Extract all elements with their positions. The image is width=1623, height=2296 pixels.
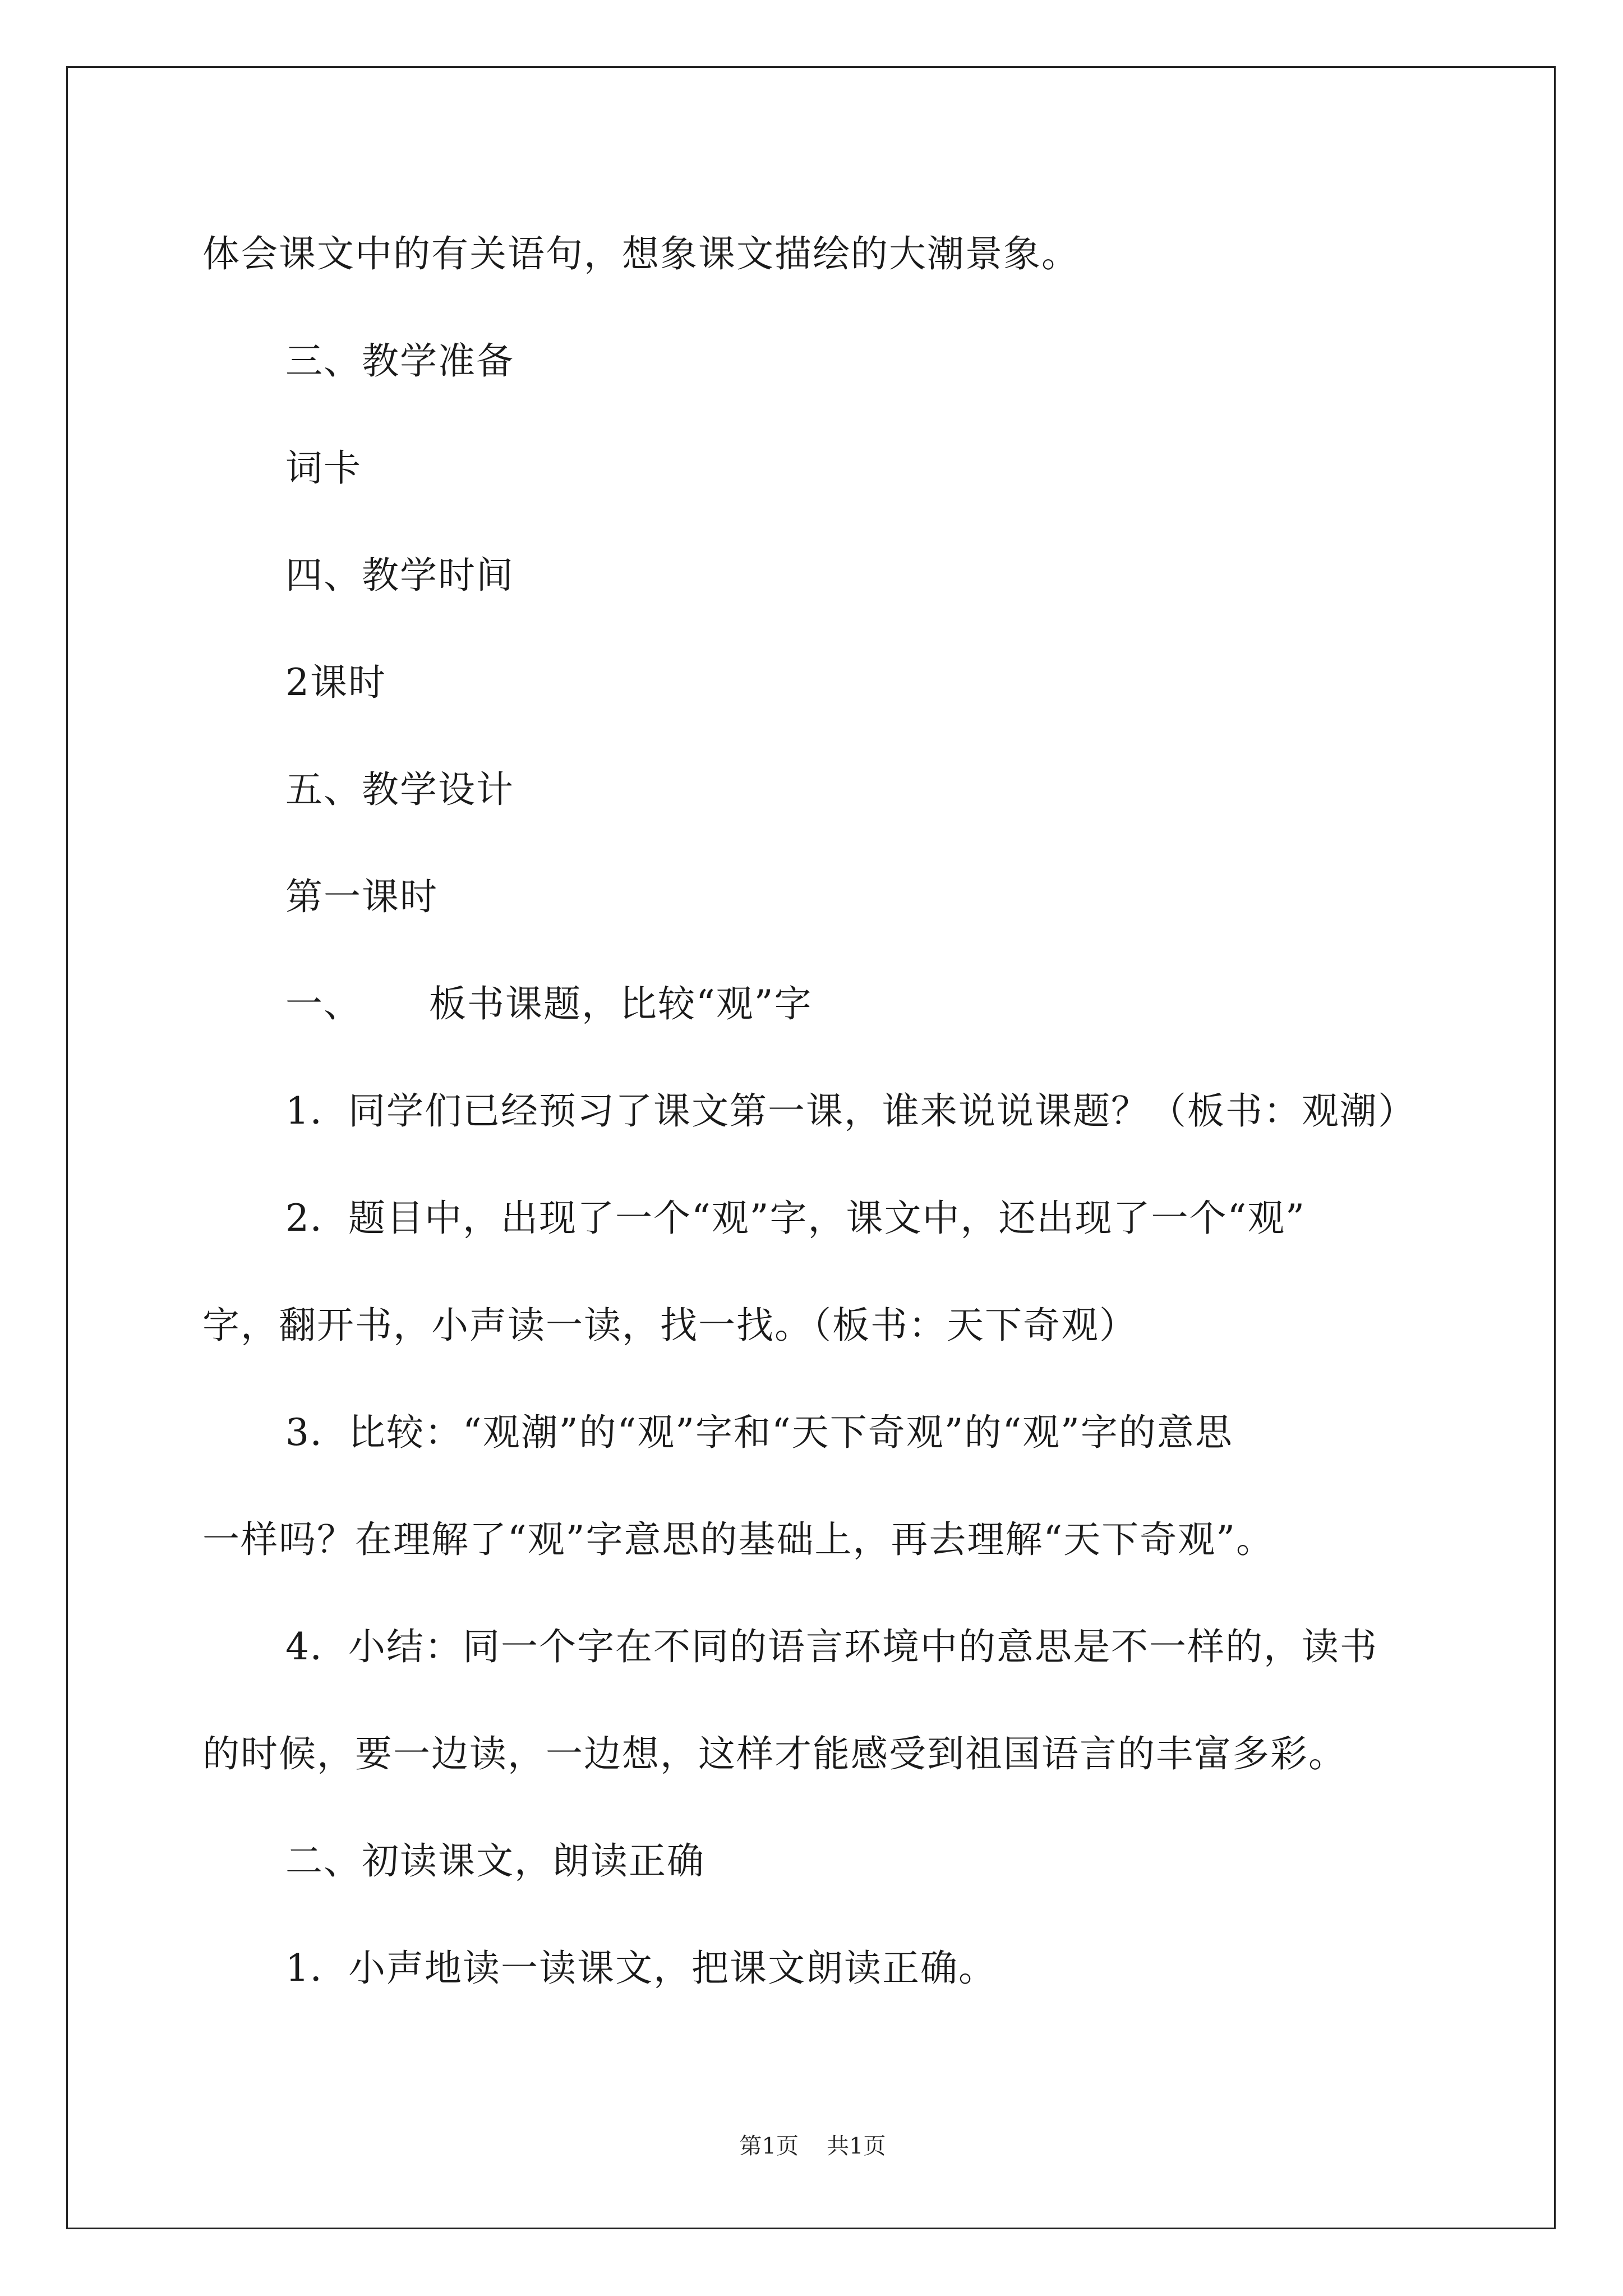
page-number-current: 第1页 — [739, 2133, 799, 2159]
body-line: 1．同学们已经预习了课文第一课，谁来说说课题？（板书：观潮） — [285, 1089, 1416, 1133]
step-heading-two: 二、初读课文，朗读正确 — [285, 1839, 705, 1883]
body-line: 词卡 — [285, 447, 362, 490]
page-frame — [66, 66, 1556, 2229]
lesson-heading: 第一课时 — [285, 875, 438, 918]
step-heading-one — [285, 982, 812, 1027]
body-line: 2．题目中，出现了一个“观”字，课文中，还出现了一个“观” — [285, 1197, 1306, 1240]
body-line: 3．比较：“观潮”的“观”字和“天下奇观”的“观”字的意思 — [285, 1411, 1233, 1454]
page-number-total: 共1页 — [827, 2133, 886, 2159]
body-line: 字，翻开书，小声读一读，找一找。（板书：天下奇观） — [202, 1304, 1137, 1347]
body-line: 的时候，要一边读，一边想，这样才能感受到祖国语言的丰富多彩。 — [202, 1732, 1347, 1775]
body-line: 2课时 — [285, 661, 386, 704]
step-number: 一、 — [285, 982, 362, 1025]
page-footer — [68, 2132, 1557, 2160]
section-heading-design: 五、教学设计 — [285, 768, 514, 811]
step-title: 板书课题，比较“观”字 — [429, 982, 813, 1025]
body-line: 4．小结：同一个字在不同的语言环境中的意思是不一样的，读书 — [285, 1625, 1378, 1668]
body-line: 一样吗？在理解了“观”字意思的基础上，再去理解“天下奇观”。 — [202, 1518, 1274, 1561]
body-line: 体会课文中的有关语句，想象课文描绘的大潮景象。 — [202, 232, 1080, 275]
body-line: 1．小声地读一读课文，把课文朗读正确。 — [285, 1947, 997, 1990]
section-heading-preparation: 三、教学准备 — [285, 339, 514, 383]
section-heading-time: 四、教学时间 — [285, 554, 514, 597]
